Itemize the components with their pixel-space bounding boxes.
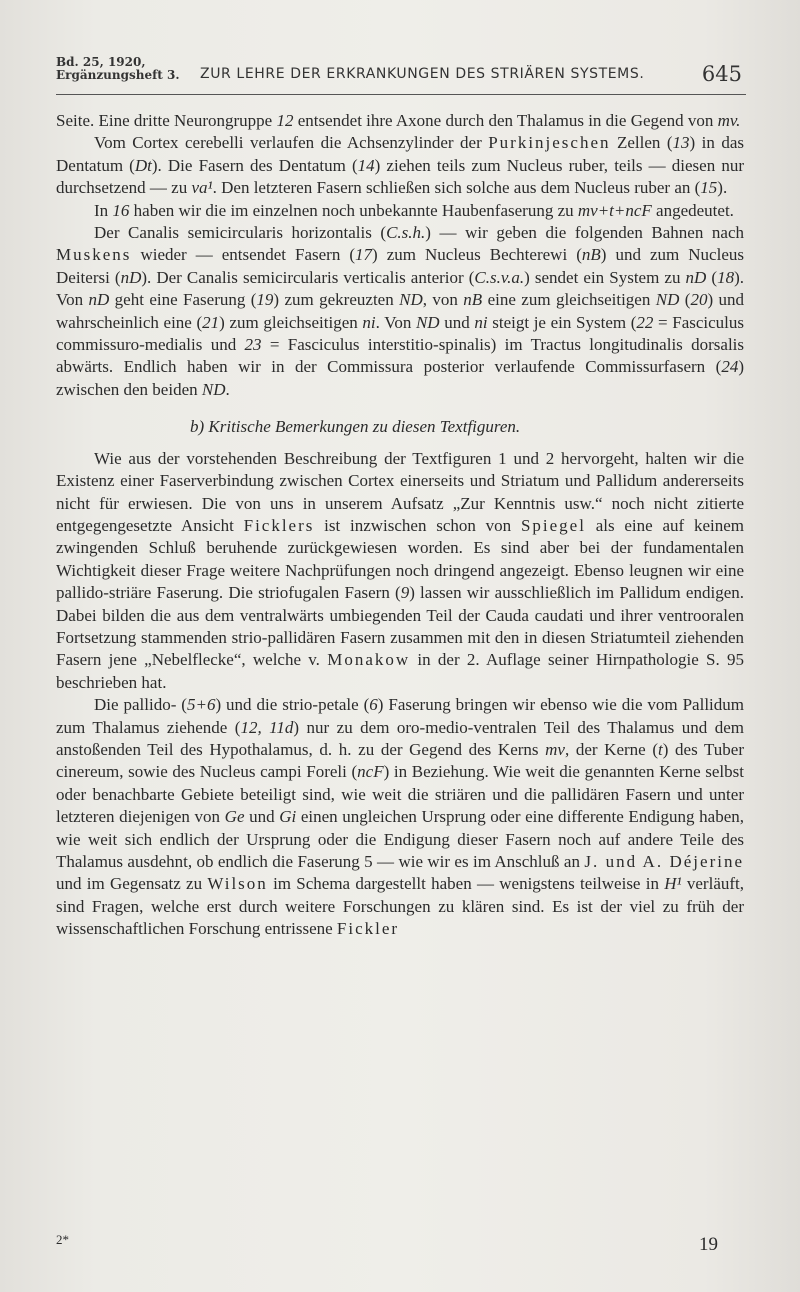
text-run: haben wir die im einzelnen noch unbekannte Haubenfaserung zu [129, 200, 578, 220]
italic-term: nB [463, 290, 483, 310]
text-run: steigt je ein System ( [487, 312, 637, 332]
italic-term: 16 [112, 200, 130, 220]
running-header [56, 52, 746, 95]
italic-term: Dt [134, 155, 152, 175]
text-run: geht eine Faserung ( [109, 290, 257, 310]
italic-term: 21 [202, 312, 220, 332]
italic-term: Gi [279, 807, 297, 827]
volume-info [56, 56, 180, 82]
text-run: verläuft, sind Fragen, welche erst durch weitere Forschungen zu klären sind. Es ist der viel zu früh der wissenschaftlichen Forschung entrissene [56, 874, 745, 939]
text-run: . Den letzteren Fasern schließen sich solche aus dem Nucleus ruber an ( [212, 178, 701, 198]
italic-term: 6 [369, 695, 378, 715]
text-run: in der 2. Auflage seiner Hirnpathologie S. 95 beschrieben hat. [56, 650, 744, 692]
author-name: Ficklers [243, 515, 315, 535]
italic-term: ND [415, 312, 440, 332]
italic-term: mv+t+ncF [577, 200, 652, 220]
page-footer [56, 1232, 744, 1262]
header-page-number: 645 [701, 62, 742, 86]
text-run: als eine auf keinem zwingenden Schluß beruhende zurückgewiesen worden. Es sind aber bei der fundamentalen Wichtigkeit dieser Frage weitere Nachprüfungen noch dringend angezeigt. Ebenso leugnen wir eine pallido-striäre Faserung. Die striofugalen Fasern ( [56, 515, 744, 603]
italic-term: H¹ [664, 874, 682, 894]
author-name: Monakow [327, 650, 411, 670]
text-run: . [225, 379, 230, 399]
italic-term: 17 [355, 245, 373, 265]
paragraph [56, 694, 744, 940]
text-run: im Schema dargestellt haben — wenigstens teilweise in [267, 874, 665, 894]
paragraph [56, 222, 744, 401]
author-name: Spiegel [520, 515, 586, 535]
italic-term: mv. [717, 111, 741, 130]
italic-term: 12, 11d [240, 717, 294, 737]
text-run: ) zum gekreuzten [273, 290, 400, 310]
text-run: ) Faserung bringen wir ebenso wie die vom Pallidum zum Thalamus ziehende ( [56, 695, 744, 737]
section-heading: b) Kritische Bemerkungen zu diesen Textfiguren. [190, 417, 521, 437]
italic-term: 15 [700, 178, 718, 198]
text-run: ). Die Fasern des Dentatum ( [151, 155, 358, 175]
author-name: J. und A. Déjerine [584, 852, 744, 871]
text-run: ) und zum Nucleus Deitersi ( [56, 245, 744, 287]
header-title: ZUR LEHRE DER ERKRANKUNGEN DES STRIÄREN SYSTEMS. [200, 66, 645, 82]
italic-term: 22 [636, 312, 654, 332]
author-name: Fickler [336, 919, 400, 939]
text-run: ) und die strio-petale ( [215, 695, 370, 715]
volume-label: Bd. 25, 1920, [56, 55, 146, 69]
italic-term: C.s.v.a. [474, 267, 525, 287]
italic-term: mv [545, 739, 565, 759]
italic-term: ncF [357, 762, 384, 782]
author-name: Purkinjeschen [488, 133, 611, 153]
italic-term: 24 [721, 357, 739, 377]
text-run: Seite. Eine dritte Neurongruppe [56, 111, 277, 130]
paragraphs-part-1 [56, 110, 744, 401]
italic-term: ND [655, 290, 680, 310]
text-run: eine zum gleichseitigen [482, 290, 656, 310]
italic-term: 23 [244, 335, 262, 355]
paragraph [56, 132, 744, 199]
text-run: ist inzwischen schon von [314, 515, 521, 535]
italic-term: C.s.h. [386, 223, 426, 243]
text-run: . Von [375, 312, 416, 332]
footer-page-number: 19 [699, 1234, 718, 1255]
author-name: Wilson [207, 874, 268, 894]
text-run: ). [717, 178, 728, 198]
text-run: , von [422, 290, 464, 310]
text-run: , der Kerne ( [564, 739, 658, 759]
text-run: ) zum gleichseitigen [219, 312, 363, 332]
italic-term: 5+6 [186, 695, 216, 715]
italic-term: 20 [690, 290, 708, 310]
text-run: ) nur zu dem oro-medio-ventralen Teil des Thalamus und dem anstoßenden Teil des Hypothalamus, d. h. zu der Gegend des Kerns [56, 717, 744, 759]
italic-term: 18 [717, 267, 735, 287]
text-run: Wie aus der vorstehenden Beschreibung der Textfiguren 1 und 2 hervorgeht, halten wir die Existenz einer Faserverbindung zwischen Cortex einerseits und Striatum und Pallidum andererseits nicht für erwiesen. Die von uns in unserem Aufsatz „Zur Kenntnis usw.“ noch nicht zitierte entgegengesetzte Ansicht [56, 448, 744, 535]
author-name: Muskens [56, 245, 132, 265]
body-text [56, 110, 744, 941]
text-run: Vom Cortex cerebelli verlaufen die Achsenzylinder der [94, 133, 489, 153]
text-run: ). Der Canalis semicircularis verticalis anterior ( [141, 267, 475, 287]
text-run: ) lassen wir ausschließlich im Pallidum endigen. Dabei bilden die aus dem ventralwärts umbiegenden Teil der Cauda caudati und ihrer ventrooralen Fortsetzung stammenden strio-pallidären Fasern zusammen mit den in diesen Striatumteil ziehenden Fasern jene „Nebelflecke“, welche v. [56, 583, 744, 670]
text-run: Der Canalis semicircularis horizontalis ( [94, 223, 387, 243]
italic-term: t [658, 739, 663, 759]
text-run: ) in das Dentatum ( [56, 133, 744, 175]
italic-term: nD [88, 290, 110, 310]
italic-term: 14 [357, 155, 375, 175]
paragraphs-part-2 [56, 448, 744, 941]
italic-term: 9 [400, 583, 410, 603]
text-run: Die pallido- ( [94, 695, 187, 715]
issue-label: Ergänzungsheft 3. [56, 68, 180, 82]
text-run: einen ungleichen Ursprung oder eine differente Endigung haben, wie weit sich endlich der Ursprung oder die Endigung dieser Fasern noch auf andere Teile des Thalamus ausdehnt, ob endlich die Faserung 5 — wie wir es im Anschluß an [56, 807, 744, 871]
italic-term: ND [201, 379, 226, 399]
paragraph [56, 110, 744, 132]
text-run: = Fasciculus interstitio-spinalis) im Tractus longitudinalis dorsalis abwärts. Endlich haben wir in der Commissura posterior verlaufende Commissurfasern ( [56, 335, 745, 377]
italic-term: nD [120, 267, 142, 287]
text-run: und im Gegensatz zu [56, 874, 208, 894]
italic-term: ND [399, 290, 423, 310]
text-run: ) in Beziehung. Wie weit die genannten Kerne selbst oder benachbarte Gebiete beteiligt sind, wie weit die striären und die pallidären Fasern und unter letzteren diejenigen von [56, 762, 744, 827]
text-run: ( [679, 290, 691, 310]
text-run: entsendet ihre Axone durch den Thalamus in die Gegend von [293, 111, 718, 130]
text-run: ) des Tuber cinereum, sowie des Nucleus campi Foreli ( [56, 739, 744, 782]
signature-mark: 2* [56, 1232, 69, 1247]
text-run: und [244, 807, 280, 827]
text-run: In [94, 200, 113, 220]
italic-term: nD [685, 267, 707, 287]
italic-term: va¹ [191, 178, 213, 198]
italic-term: ni [474, 312, 488, 332]
text-run: und [439, 312, 475, 332]
paragraph [56, 200, 744, 222]
text-run: ) und wahrscheinlich eine ( [56, 290, 744, 332]
text-run: ( [706, 267, 718, 287]
text-run: ) zum Nucleus Bechterewi ( [372, 245, 582, 265]
text-run: ) — wir geben die folgenden Bahnen nach [425, 223, 744, 243]
italic-term: 13 [672, 133, 690, 153]
italic-term: nB [581, 245, 601, 265]
text-run: ). Von [56, 267, 744, 310]
text-run: Zellen ( [610, 133, 673, 153]
italic-term: 12 [276, 111, 294, 130]
text-run: ) ziehen teils zum Nucleus ruber, teils — diesen nur durchsetzend — zu [56, 155, 745, 198]
italic-term: ni [362, 312, 376, 332]
italic-term: Ge [224, 807, 245, 827]
text-run: ) zwischen den beiden [56, 357, 744, 399]
text-run: wieder — entsendet Fasern ( [131, 245, 356, 265]
text-run: = Fasciculus commissuro-medialis und [56, 312, 745, 355]
text-run: angedeutet. [651, 200, 734, 220]
paragraph [56, 448, 744, 694]
text-run: ) sendet ein System zu [524, 267, 686, 287]
italic-term: 19 [256, 290, 274, 310]
